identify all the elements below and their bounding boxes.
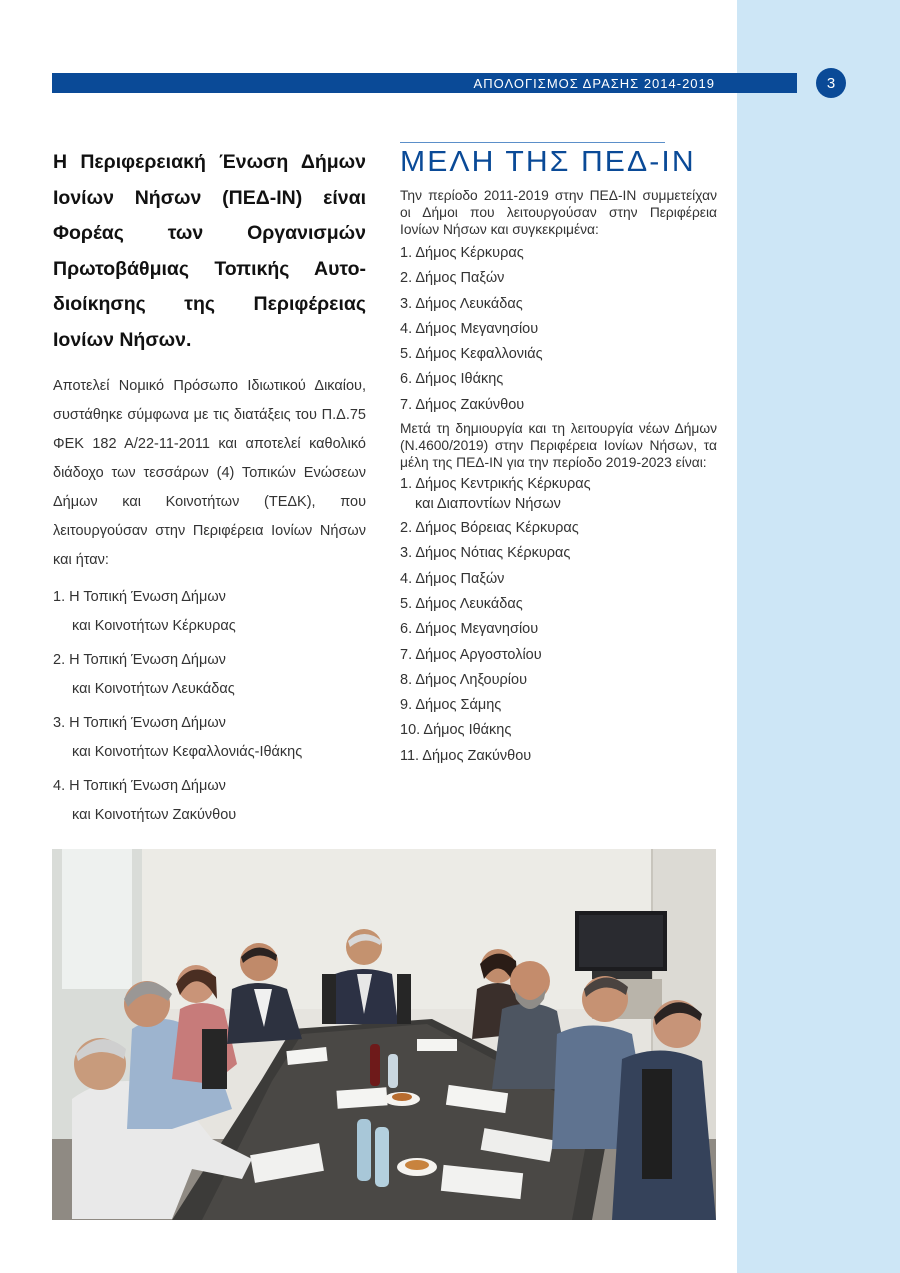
list-item-line1: 1. Η Τοπική Ένωση Δήμων [53,589,226,605]
list-item-line2: και Κοινοτήτων Κέρκυρας [72,618,236,634]
list-item: 2. Δήμος Παξών [400,270,505,287]
list-item: 5. Δήμος Λευκάδας [400,595,523,612]
members-list-2019 [400,474,717,769]
intro-body: Αποτελεί Νομικό Πρόσωπο Ιδιωτικού Δικαίου, συστάθηκε σύμφωνα με τις διατάξεις του Π.Δ.75 ΦΕΚ 182 Α/22-11-2011 και αποτελεί καθολικό διάδοχο των τεσσάρων (4) Τοπικών Ενώσεων Δήμων και Κοινοτήτων (ΤΕΔΚ), που λειτουργούσαν στην Περιφέρεια Ιονίων Νήσων και ήταν: [53,378,366,568]
list-item: 3. Δήμος Λευκάδας [400,295,523,312]
list-item-line2: και Κοινοτήτων Ζακύνθου [72,807,237,823]
list-item-line1: 1. Δήμος Κεντρικής Κέρκυρας [400,476,591,493]
list-item [53,583,366,641]
intro-heading: Η Περιφερειακή Ένωση Δήμων Ιονίων Νήσων (ΠΕΔ-ΙΝ) είναι Φορέας των Οργανισμών Πρωτοβάθμιας Τοπικής Αυτο-διοίκησης της Περιφέρειας Ιονίων Νήσων. [53,151,366,351]
list-item [53,709,366,767]
list-item-line2: και Κοινοτήτων Λευκάδας [72,681,235,697]
list-item: 4. Δήμος Παξών [400,570,505,587]
list-item: 5. Δήμος Κεφαλλονιάς [400,346,543,363]
header-title: ΑΠΟΛΟΓΙΣΜΟΣ ΔΡΑΣΗΣ 2014-2019 [473,75,715,91]
list-item [400,474,717,513]
teds-list [53,583,366,830]
list-item: 11. Δήμος Ζακύνθου [400,747,532,764]
meeting-photo-illustration [52,849,716,1220]
left-column [53,145,366,835]
right-column [400,142,717,769]
header-bar [52,73,797,93]
members-intro-2019: Μετά τη δημιουργία και τη λειτουργία νέων Δήμων (Ν.4600/2019) στην Περιφέρεια Ιονίων Νήσων, τα μέλη της ΠΕΔ-ΙΝ για την περίοδο 2019-2023 είναι: [400,421,717,471]
list-item: 7. Δήμος Αργοστολίου [400,646,542,663]
list-item: 10. Δήμος Ιθάκης [400,722,512,739]
list-item-line1: 3. Η Τοπική Ένωση Δήμων [53,715,226,731]
list-item: 8. Δήμος Ληξουρίου [400,671,528,688]
section-title: ΜΕΛΗ ΤΗΣ ΠΕΔ-ΙΝ [400,146,696,178]
members-intro-2011: Την περίοδο 2011-2019 στην ΠΕΔ-ΙΝ συμμετείχαν οι Δήμοι που λειτουργούσαν στην Περιφέρεια Ιονίων Νήσων και συγκεκριμένα: [400,188,717,237]
members-list-2011 [400,241,717,418]
list-item: 2. Δήμος Βόρειας Κέρκυρας [400,520,579,537]
list-item: 9. Δήμος Σάμης [400,697,502,714]
list-item [53,772,366,830]
list-item-line2: και Διαποντίων Νήσων [415,496,561,513]
list-item: 4. Δήμος Μεγανησίου [400,320,539,337]
list-item [53,646,366,704]
list-item: 7. Δήμος Ζακύνθου [400,396,525,413]
list-item-line1: 2. Η Τοπική Ένωση Δήμων [53,652,226,668]
side-band [737,0,900,1273]
title-rule [400,142,665,143]
list-item-line2: και Κοινοτήτων Κεφαλλονιάς-Ιθάκης [72,744,303,760]
list-item: 3. Δήμος Νότιας Κέρκυρας [400,545,571,562]
meeting-photo [52,849,716,1220]
list-item: 6. Δήμος Ιθάκης [400,371,504,388]
list-item: 1. Δήμος Κέρκυρας [400,245,524,261]
page-number: 3 [816,68,846,98]
list-item: 6. Δήμος Μεγανησίου [400,621,539,638]
list-item-line1: 4. Η Τοπική Ένωση Δήμων [53,778,226,794]
